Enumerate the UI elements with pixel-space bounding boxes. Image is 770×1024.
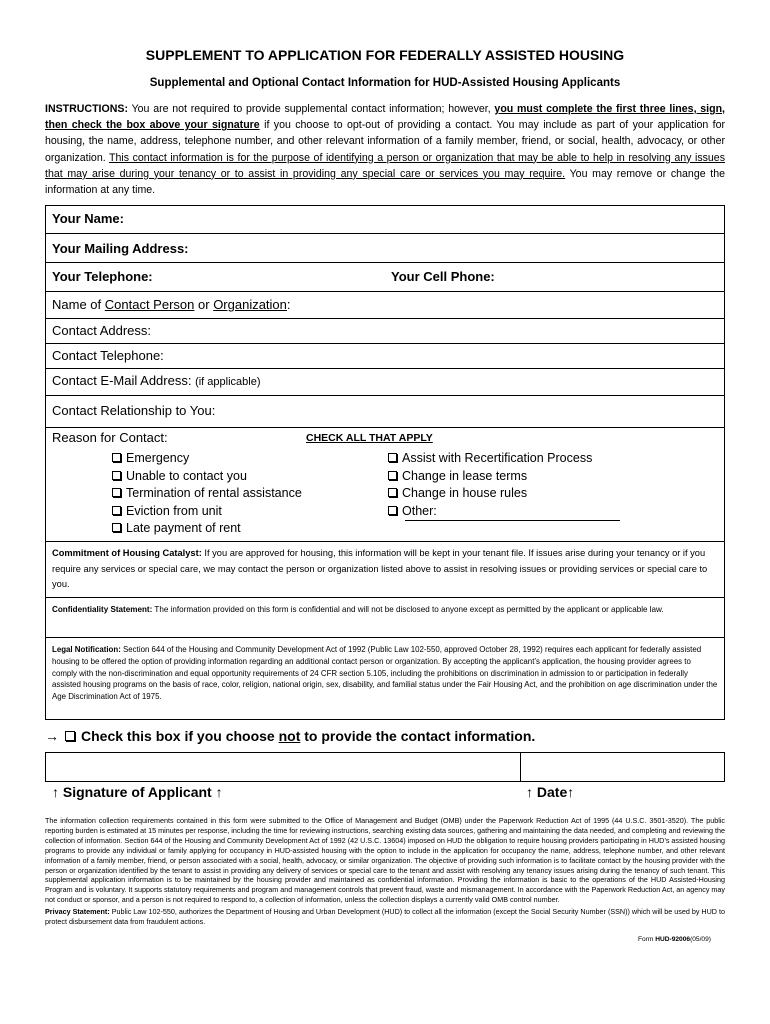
instructions-purpose-text: This contact information is for the purpose of identifying a person or organization that may be able to help in resolving any issues that may arise during your tenancy or to assist in providing any special care or services you may require. (45, 151, 725, 180)
reason-eviction[interactable]: Eviction from unit (112, 503, 302, 521)
instructions-label: INSTRUCTIONS: (45, 103, 128, 115)
mailing-address-field[interactable] (46, 234, 724, 263)
your-name-field[interactable] (46, 206, 724, 234)
signature-label: ↑ Signature of Applicant ↑ (52, 784, 223, 800)
checkbox[interactable] (112, 488, 121, 497)
contact-colon: : (286, 297, 291, 312)
commitment-statement (46, 542, 724, 598)
mailing-address-label: Your Mailing Address: (52, 241, 189, 256)
right-arrow-icon: → (45, 728, 59, 744)
privacy-text: Public Law 102-550, authorizes the Department of Housing and Urban Development (HUD) to collect all the information (except the Social Security Number (SSN)) which will be used by HUD to protect disbursement data from fraudulent actions. (45, 907, 725, 927)
signature-input[interactable] (46, 753, 520, 781)
contact-person-label: Contact Person (104, 297, 195, 312)
checkbox[interactable] (112, 471, 121, 480)
commitment-text: If you are approved for housing, this information will be kept in your tenant file. If issues arise during your tenancy or if you require any services or special care, we may contact the person or organization listed above to assist in resolving issues or providing services or special care to you. (52, 548, 708, 589)
confidentiality-text: The information provided on this form is confidential and will not be disclosed to anyone except as permitted by the applicant or applicable law. (154, 605, 664, 614)
instructions-required-text: you must complete the first three lines, sign, then check the box above your signature (45, 103, 725, 132)
reason-late-payment[interactable]: Late payment of rent (112, 520, 302, 538)
contact-or-label: or (198, 297, 210, 312)
checkbox[interactable] (388, 488, 397, 497)
contact-form (45, 205, 725, 720)
contact-telephone-field[interactable] (46, 344, 724, 369)
checkbox[interactable] (112, 523, 121, 532)
reason-for-contact (46, 428, 724, 542)
opt-out-text-1: Check this box if you choose (81, 728, 275, 744)
contact-telephone-label: Contact Telephone: (52, 348, 164, 363)
privacy-label: Privacy Statement: (45, 907, 110, 917)
date-input[interactable] (521, 753, 724, 781)
contact-name-field[interactable] (46, 292, 724, 319)
date-label: ↑ Date↑ (526, 784, 575, 800)
opt-out-not: not (278, 728, 301, 744)
organization-label: Organization (213, 297, 287, 312)
telephone-row (46, 263, 724, 292)
reasons-right-column (388, 450, 592, 520)
reason-other[interactable]: Other: (388, 503, 592, 521)
instructions (45, 101, 725, 198)
contact-email-label: Contact E-Mail Address: (52, 373, 192, 388)
reason-termination[interactable]: Termination of rental assistance (112, 485, 302, 503)
contact-name-prefix: Name of (52, 297, 102, 312)
opt-out-row (45, 728, 535, 744)
relationship-label: Contact Relationship to You: (52, 403, 216, 418)
legal-notification (46, 638, 724, 720)
legal-label: Legal Notification: (52, 645, 121, 654)
reason-emergency[interactable]: Emergency (112, 450, 302, 468)
paperwork-text: The information collection requirements contained in this form were submitted to the Office of Management and Budget (OMB) under the Paperwork Reduction Act of 1995 (44 U.S.C. 3501-3520). The public reporting burden is estimated at 15 minutes per response, including the time for reviewing instructions, searching existing data sources, gathering and maintaining the data needed, and completing and reviewing the collection of information. Section 644 of the Housing and Community Development Act of 1992 (42 U.S.C. 13604) imposed on HUD the obligation to require housing providers participating in HUD’s assisted housing programs to provide any individual or family applying for occupancy in HUD-assisted housing with the option to include in the application for occupancy the name, address, telephone number, and other relevant information of a family member, friend, or person associated with a social, health, advocacy, or similar organization. The objective of providing such information is to facilitate contact by the housing provider with the person or organization identified by the tenant to assist in providing any delivery of services or special care to the tenant and assist with resolving any tenancy issues arising during the tenancy of such tenant. This supplemental application information is to be maintained by the housing provider and maintained as confidential information. Providing the information is basic to the operations of the HUD Assisted-Housing Program and is voluntary. It supports statutory requirements and program and management controls that prevent fraud, waste and mismanagement. In accordance with the Paperwork Reduction Act, an agency may not conduct or sponsor, and a person is not required to respond to, a collection of information, unless the collection displays a currently valid OMB control number. (45, 816, 725, 905)
privacy-statement (45, 907, 725, 927)
commitment-label: Commitment of Housing Catalyst: (52, 548, 202, 558)
reason-house-rules[interactable]: Change in house rules (388, 485, 592, 503)
reasons-left-column (112, 450, 302, 538)
cell-phone-label[interactable]: Your Cell Phone: (391, 269, 495, 284)
telephone-label[interactable]: Your Telephone: (52, 269, 153, 284)
reason-label: Reason for Contact: (52, 430, 168, 445)
confidentiality-statement (46, 598, 724, 638)
instructions-text-5: You may remove or change the information at any time. (45, 167, 725, 197)
page-title: SUPPLEMENT TO APPLICATION FOR FEDERALLY ASSISTED HOUSING (145, 47, 625, 63)
paperwork-notice (45, 816, 725, 927)
relationship-field[interactable] (46, 396, 724, 428)
confidentiality-label: Confidentiality Statement: (52, 605, 153, 614)
contact-address-label: Contact Address: (52, 323, 151, 338)
if-applicable-note: (if applicable) (195, 376, 261, 388)
reason-lease-terms[interactable]: Change in lease terms (388, 468, 592, 486)
legal-text: Section 644 of the Housing and Community Development Act of 1992 (Public Law 102-550, approved October 28, 1992) requires each applicant for federally assisted housing to be offered the option of providing information regarding an additional contact person or organization. By accepting the applicant’s application, the housing provider agrees to comply with the non-discrimination and equal opportunity requirements of 24 CFR section 5.105, including the prohibitions on discrimination in admission to or participation in federally assisted housing programs on the basis of race, color, religion, national origin, sex, disability, and familial status under the Fair Housing Act, and the prohibition on age discrimination under the Age Discrimination Act of 1975. (52, 645, 718, 702)
checkbox[interactable] (388, 453, 397, 462)
instructions-text-3: if you choose to opt-out of providing a contact. You may include as part of your application for housing, the name, address, telephone number, and other relevant information of a family member, friend, or social, health, advocacy, or other organization. (45, 119, 725, 164)
form-number: Form HUD-92006(05/09) (638, 936, 711, 943)
checkbox[interactable] (388, 506, 397, 515)
opt-out-text-2: to provide the contact information. (304, 728, 536, 744)
contact-email-field[interactable] (46, 369, 724, 396)
reason-unable-to-contact[interactable]: Unable to contact you (112, 468, 302, 486)
your-name-label: Your Name: (52, 211, 124, 226)
check-all-instruction: CHECK ALL THAT APPLY (306, 432, 433, 444)
checkbox[interactable] (112, 453, 121, 462)
other-reason-input[interactable] (405, 520, 620, 521)
page-subtitle: Supplemental and Optional Contact Information for HUD-Assisted Housing Applicants (149, 77, 621, 89)
opt-out-checkbox[interactable] (65, 731, 75, 741)
reason-recertification[interactable]: Assist with Recertification Process (388, 450, 592, 468)
instructions-text-1: You are not required to provide supplemental contact information; however, (131, 103, 491, 115)
checkbox[interactable] (388, 471, 397, 480)
contact-address-field[interactable] (46, 319, 724, 344)
signature-box (45, 752, 725, 782)
checkbox[interactable] (112, 506, 121, 515)
